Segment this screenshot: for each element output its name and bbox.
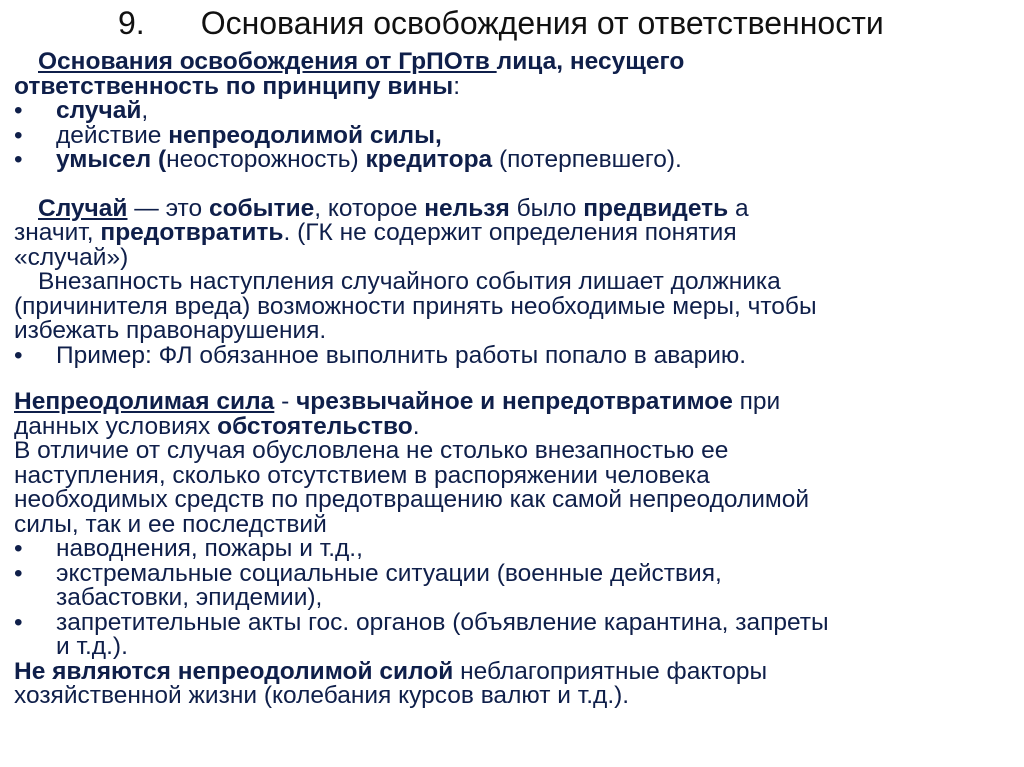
section2-line1 [14, 194, 1014, 222]
text-part-bold: предвидеть [583, 194, 729, 222]
text-part-bold: Не являются непреодолимой силой [14, 657, 454, 685]
bullet-text: экстремальные социальные ситуации (военные действия, [56, 559, 722, 587]
bullet-icon: • [14, 97, 23, 124]
bullet-text-bold: случай [56, 97, 142, 124]
text-part: неблагоприятные факторы [453, 657, 768, 685]
text-part: . [412, 412, 420, 440]
bullet-icon: • [14, 146, 23, 173]
section1-bullet-3 [14, 148, 1014, 173]
text-part-bold: событие [208, 194, 315, 222]
term-force-majeure: Непреодолимая сила [14, 388, 275, 415]
section1-bullet-2 [14, 121, 1014, 149]
section2-line4: Внезапность наступления случайного события лишает должника [38, 268, 781, 295]
section3-line5: необходимых средств по предотвращению как самой непреодолимой [14, 486, 810, 513]
text-part-bold: нельзя [424, 194, 510, 222]
bullet-text: наводнения, пожары и т.д., [56, 535, 363, 562]
section2-example [14, 341, 1014, 369]
heading-part: ответственность по принципу вины [14, 72, 454, 100]
section3-bullet-1 [14, 537, 1014, 562]
section1-bullet-1 [14, 99, 1014, 124]
section3-bullet-2-cont: забастовки, эпидемии), [56, 584, 323, 611]
section2-line3: «случай») [14, 243, 129, 271]
section3-line6: силы, так и ее последствий [14, 510, 327, 538]
bullet-icon: • [14, 559, 23, 587]
bullet-text: неосторожность) [166, 146, 366, 173]
section2-line6: избежать правонарушения. [14, 317, 327, 344]
text-part-bold: чрезвычайное и непредотвратимое [296, 388, 733, 415]
text-part: при [732, 388, 781, 415]
section3-final-line2: хозяйственной жизни (колебания курсов валют и т.д.). [14, 682, 630, 709]
text-part: а [728, 194, 749, 222]
text-part: было [509, 194, 584, 222]
bullet-icon: • [14, 535, 23, 562]
bullet-icon: • [14, 121, 23, 149]
bullet-text: действие [56, 121, 169, 149]
bullet-text: , [141, 97, 149, 124]
section3-line1 [14, 390, 1014, 415]
bullet-icon: • [14, 608, 23, 636]
heading-part: лица, несущего [496, 48, 685, 75]
text-part: — это [127, 194, 209, 222]
section2-line2 [14, 221, 1014, 246]
section3-bullet-3-cont: и т.д.). [56, 633, 128, 660]
text-part: . (ГК не содержит определения понятия [283, 219, 737, 246]
example-text: Пример: ФЛ обязанное выполнить работы попало в аварию. [56, 341, 747, 369]
bullet-text-bold: кредитора [365, 146, 493, 173]
section3-bullet-2 [14, 559, 1014, 587]
text-part: данных условиях [14, 412, 218, 440]
slide-number: 9. [118, 5, 145, 41]
bullet-text-bold: непреодолимой силы, [168, 121, 442, 149]
bullet-icon: • [14, 341, 23, 369]
heading-colon: : [453, 72, 460, 100]
slide-title-text: Основания освобождения от ответственности [200, 5, 884, 41]
bullet-text: запретительные акты гос. органов (объявление карантина, запреты [56, 608, 829, 636]
text-part: значит, [14, 219, 101, 246]
section3-final-line1 [14, 657, 1014, 685]
heading-part: Основания освобождения от ГрПОтв [38, 48, 497, 75]
section3-line3: В отличие от случая обусловлена не столько внезапностью ее [14, 437, 729, 464]
text-part-bold: обстоятельство [217, 412, 413, 440]
slide-title [118, 5, 884, 42]
section1-heading-line1 [14, 50, 1014, 75]
text-part-bold: предотвратить [100, 219, 284, 246]
section2-line5: (причинителя вреда) возможности принять необходимые меры, чтобы [14, 292, 817, 320]
section1-heading-line2 [14, 72, 1014, 100]
section3-bullet-3 [14, 608, 1014, 636]
bullet-text-bold: умысел ( [56, 146, 167, 173]
slide-body [14, 50, 1014, 709]
section3-line4: наступления, сколько отсутствием в распоряжении человека [14, 461, 710, 489]
section3-line2 [14, 412, 1014, 440]
bullet-text: (потерпевшего). [492, 146, 682, 173]
text-part: , которое [314, 194, 425, 222]
text-part: - [274, 388, 297, 415]
term-sluchay: Случай [38, 194, 128, 222]
